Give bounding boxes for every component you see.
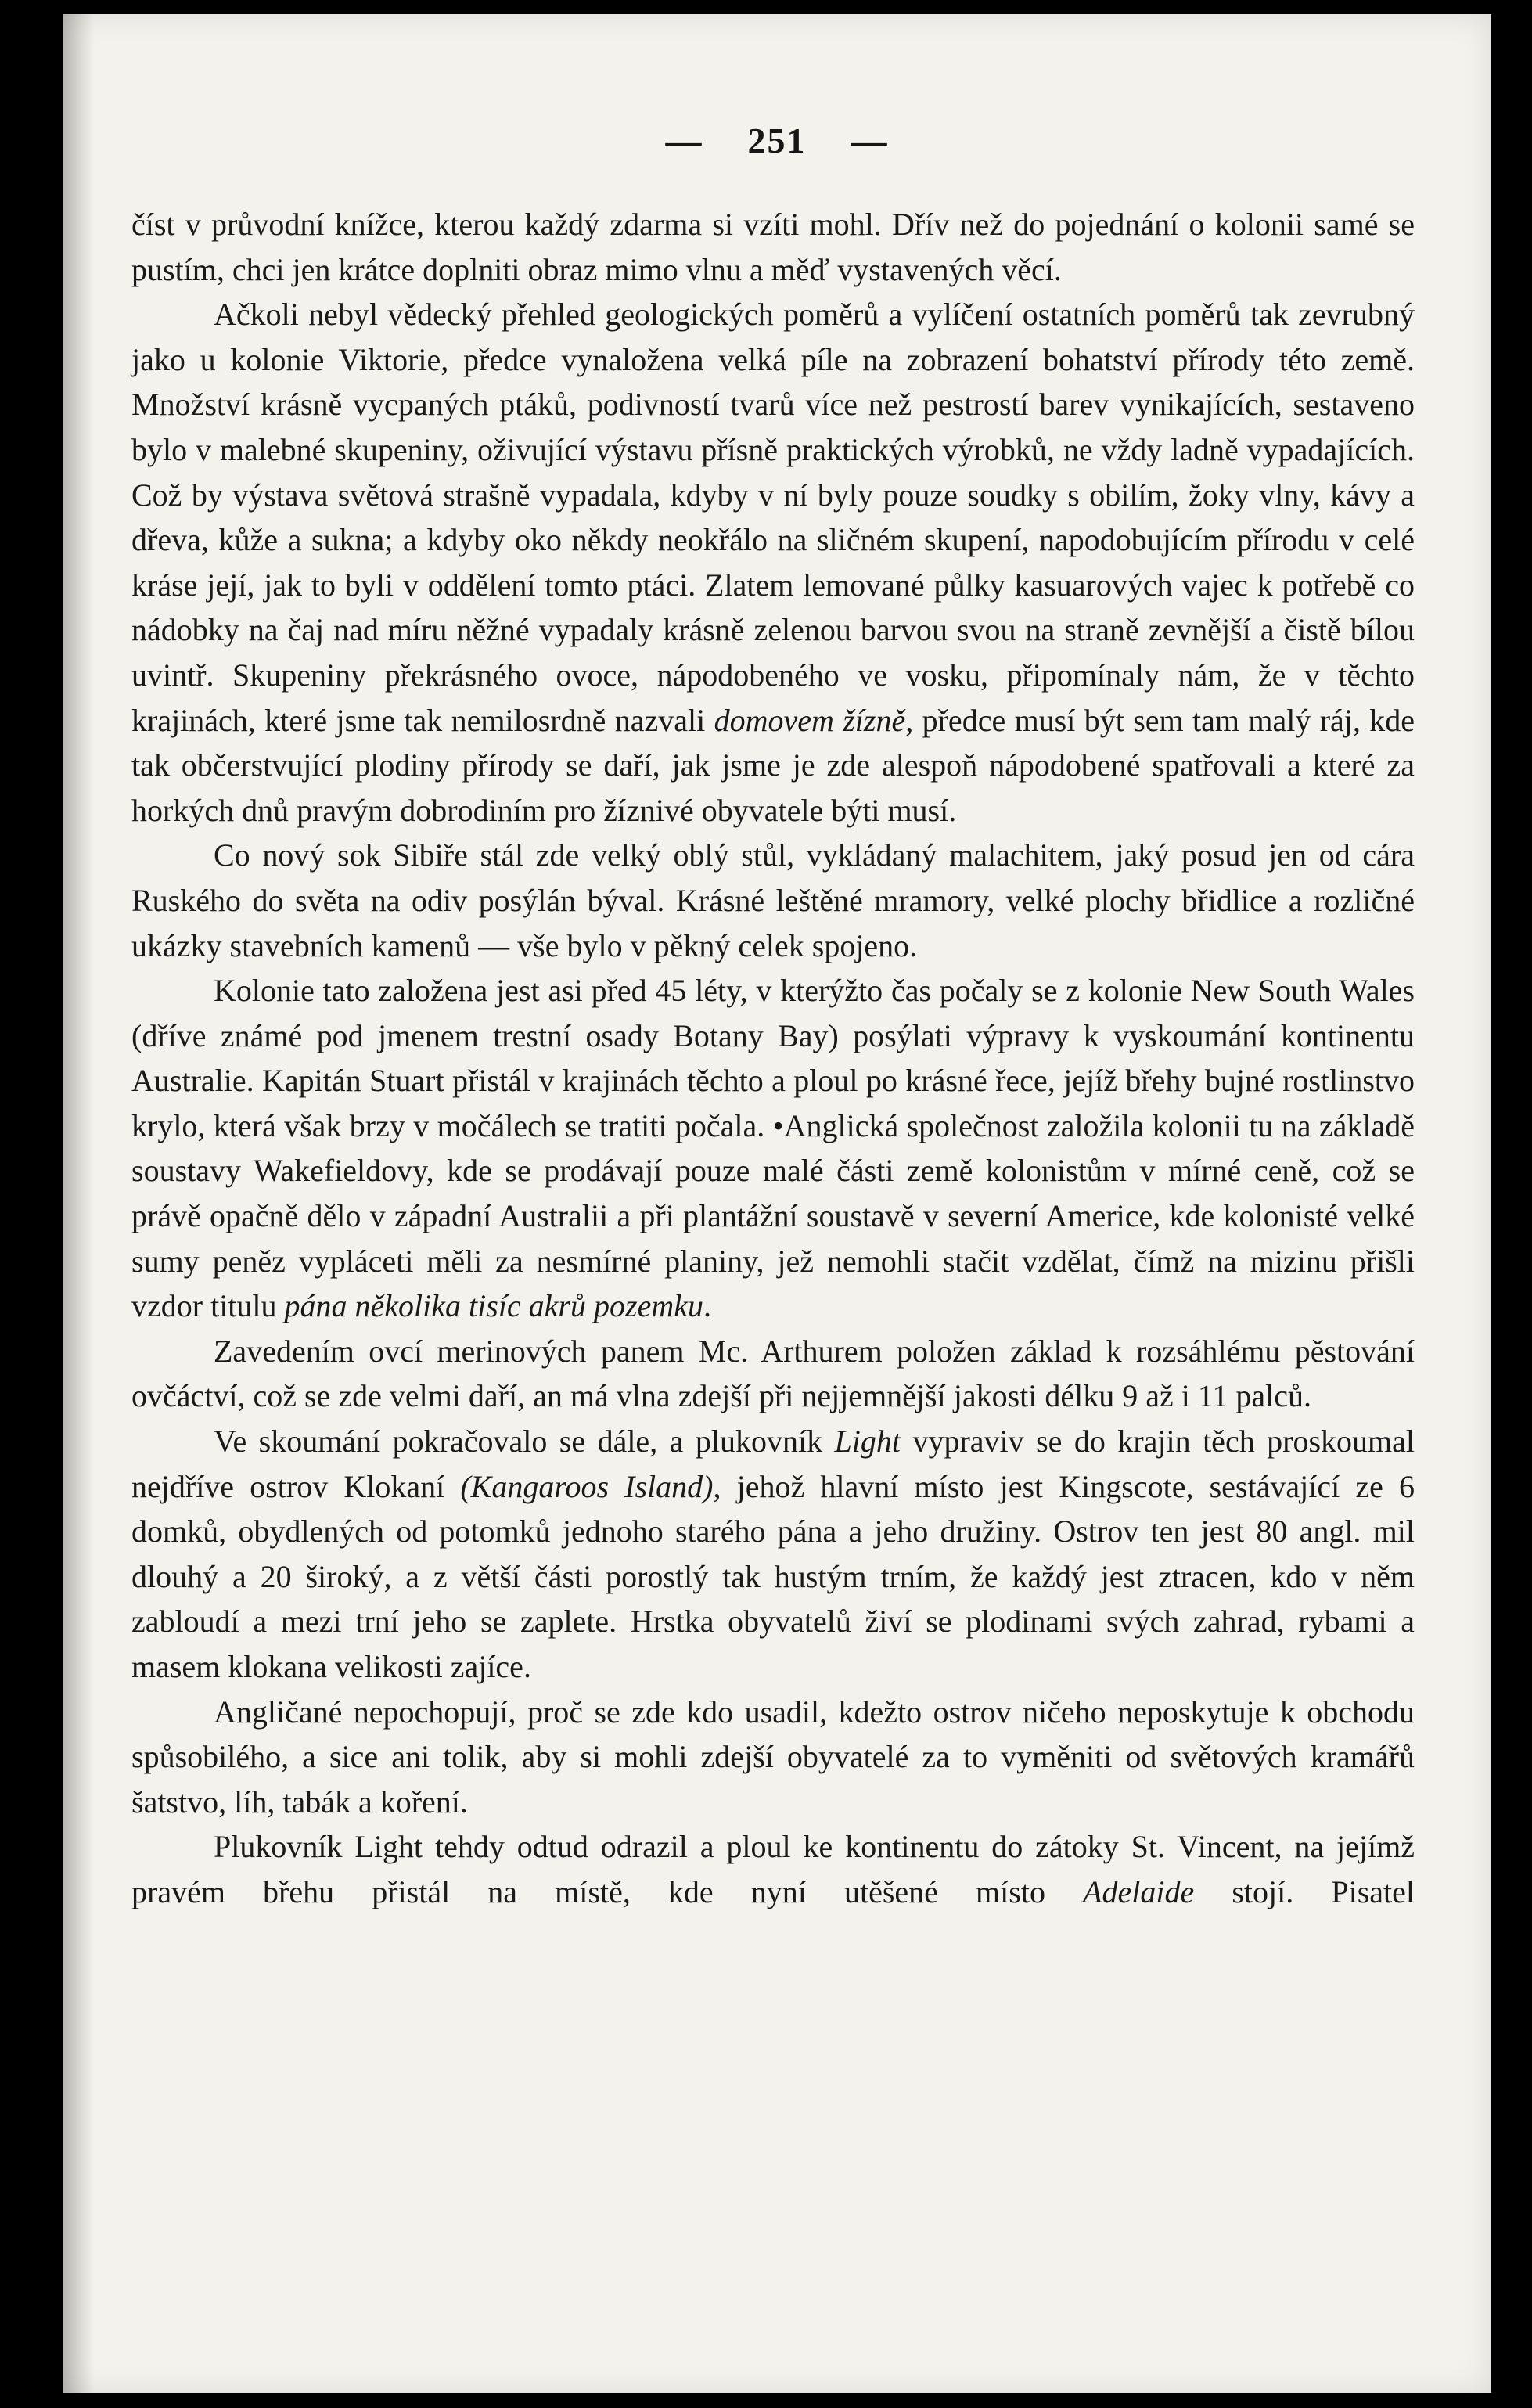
text-run: , jehož hlavní místo jest Kingscote, sestávající ze 6 domků, obydlených od potomků jednoho starého pána a jeho družiny. Ostrov ten jest 80 angl. mil dlouhý a 20 široký, a z větší části porostlý tak hustým trním, že každý jest ztracen, kdo v něm zabloudí a mezi trní jeho se zaplete. Hrstka obyvatelů živí se plodinami svých zahrad, rybami a masem klokana velikosti zajíce. (131, 1468, 1415, 1684)
paragraph (131, 1824, 1415, 1914)
emphasized-text: (Kangaroos Island) (460, 1468, 714, 1504)
gutter-shadow (63, 14, 94, 2393)
header-dash-left: — (665, 121, 703, 160)
emphasized-text: Light (834, 1424, 901, 1460)
scan-edge (1509, 0, 1532, 2408)
text-run: , předce musí být sem tam malý ráj, kde tak občerstvující plodiny přírody se daří, jak jsme je zde alespoň nápodobené spatřovali a které za horkých dnů pravým dobrodiním pro žíznivé obyvatele býti musí. (131, 702, 1415, 828)
text-run: Plukovník Light tehdy odtud odrazil a ploul ke kontinentu do zátoky St. Vincent, na jejímž pravém břehu přistál na místě, kde nyní utěšené místo (131, 1829, 1415, 1909)
emphasized-text: domovem žízně (714, 702, 906, 738)
text-run: stojí. Pisatel (1194, 1873, 1415, 1909)
paragraph (131, 202, 1415, 292)
emphasized-text: pána několika tisíc akrů pozemku (284, 1288, 703, 1324)
body-text (131, 202, 1415, 1915)
text-run: Angličané nepochopují, proč se zde kdo usadil, kdežto ostrov ničeho neposkytuje k obchodu spůsobilého, a sice ani tolik, aby si mohli zdejší obyvatelé za to vyměniti od světových kramářů šatstvo, líh, tabák a koření. (131, 1694, 1415, 1819)
paragraph (131, 1419, 1415, 1690)
text-run: Kolonie tato založena jest asi před 45 léty, v kterýžto čas počaly se z kolonie New South Wales (dříve známé pod jmenem trestní osady Botany Bay) posýlati výpravy k vyskoumání kontinentu Australie. Kapitán Stuart přistál v krajinách těchto a ploul po krásné řece, jejíž břehy bujné rostlinstvo krylo, která však brzy v močálech se tratiti počala. •Anglická společnost založila kolonii tu na základě soustavy Wakefieldovy, kde se prodávají pouze malé části země kolonistům v mírné ceně, což se právě opačně dělo v západní Australii a při plantážní soustavě v severní Americe, kde kolonisté velké sumy peněz vypláceti měli za nesmírné planiny, jež nemohli stačit vzdělat, čímž na mizinu přišli vzdor titulu (131, 973, 1415, 1324)
text-run: Ačkoli nebyl vědecký přehled geologických poměrů a vylíčení ostatních poměrů tak zevrubný jako u kolonie Viktorie, předce vynaložena velká píle na zobrazení bohatství přírody této země. Množství krásně vycpaných ptáků, podivností tvarů více než pestrostí barev vynikajících, sestaveno bylo v malebné skupeniny, oživující výstavu přísně praktických výrobků, ne vždy ladně vypadajících. Což by výstava světová strašně vypadala, kdyby v ní byly pouze soudky s obilím, žoky vlny, kávy a dřeva, kůže a sukna; a kdyby oko někdy neokřálo na sličném skupení, napodobujícím přírodu v celé kráse její, jak to byli v oddělení tomto ptáci. Zlatem lemované půlky kasuarových vajec k potřebě co nádobky na čaj nad míru něžné vypadaly krásně zelenou barvou svou na straně zevnější a čistě bílou uvintř. Skupeniny překrásného ovoce, nápodobeného ve vosku, připomínaly nám, že v těchto krajinách, které jsme tak nemilosrdně nazvali (131, 297, 1415, 738)
paragraph (131, 968, 1415, 1329)
text-run: číst v průvodní knížce, kterou každý zdarma si vzíti mohl. Dřív než do pojednání o kolonii samé se pustím, chci jen krátce doplniti obraz mimo vlnu a měď vystavených věcí. (131, 207, 1415, 287)
text-run: vypraviv se do krajin těch proskoumal nejdříve ostrov Klokaní (131, 1424, 1415, 1504)
paragraph (131, 1329, 1415, 1419)
page-number: 251 (747, 121, 807, 160)
text-run: . (703, 1288, 711, 1324)
paragraph (131, 292, 1415, 833)
emphasized-text: Adelaide (1083, 1873, 1195, 1909)
header-dash-right: — (851, 121, 889, 160)
paragraph (131, 833, 1415, 968)
text-run: Co nový sok Sibiře stál zde velký oblý stůl, vykládaný malachitem, jaký posud jen od cára Ruského do světa na odiv posýlán býval. Krásné leštěné mramory, velké plochy břidlice a rozličné ukázky stavebních kamenů — vše bylo v pěkný celek spojeno. (131, 837, 1415, 963)
paragraph (131, 1690, 1415, 1825)
page-header (63, 120, 1491, 161)
text-run: Ve skoumání pokračovalo se dále, a plukovník (214, 1424, 835, 1460)
text-run: Zavedením ovcí merinových panem Mc. Arthurem položen základ k rozsáhlému pěstování ovčáctví, což se zde velmi daří, an má vlna zdejší při nejjemnější jakosti délku 9 až i 11 palců. (131, 1333, 1415, 1414)
book-page (63, 14, 1491, 2393)
